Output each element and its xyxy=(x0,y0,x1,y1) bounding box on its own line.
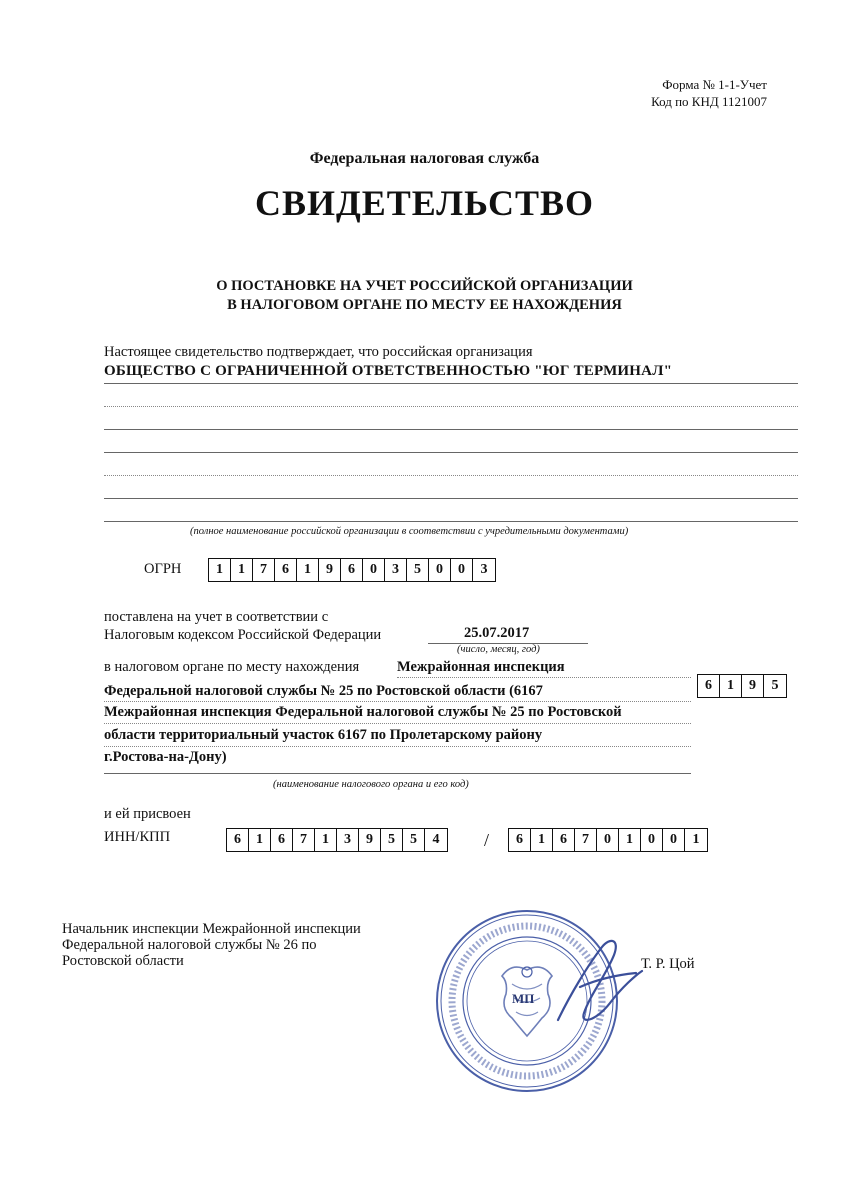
signer-line-3: Ростовской области xyxy=(62,953,184,969)
registration-date: 25.07.2017 xyxy=(464,625,530,641)
authority-code-cells xyxy=(697,674,787,698)
agency-name: Федеральная налоговая служба xyxy=(309,150,540,167)
ogrn-digit: 1 xyxy=(231,559,253,581)
kpp-digit: 1 xyxy=(692,832,700,847)
kpp-digit: 0 xyxy=(641,829,663,851)
inn-kpp-separator: / xyxy=(484,830,490,850)
inn-digit: 3 xyxy=(337,829,359,851)
ogrn-digit: 3 xyxy=(385,559,407,581)
name-rule-3 xyxy=(104,429,798,430)
document-subtitle xyxy=(0,277,849,315)
signer-name: Т. Р. Цой xyxy=(641,956,695,972)
authority-line-3: Межрайонная инспекция Федеральной налоговой службы № 25 по Ростовской xyxy=(104,704,622,720)
inn-digit: 1 xyxy=(249,829,271,851)
kpp-digit: 1 xyxy=(619,829,641,851)
kpp-digit: 0 xyxy=(663,829,685,851)
organization-name: ОБЩЕСТВО С ОГРАНИЧЕННОЙ ОТВЕТСТВЕННОСТЬЮ "ЮГ ТЕРМИНАЛ" xyxy=(104,363,673,379)
authority-rule-4 xyxy=(104,746,691,747)
authority-rule-2 xyxy=(104,701,691,702)
authority-code-digit: 6 xyxy=(698,675,720,697)
handwritten-signature xyxy=(540,925,650,1035)
authority-line-5: г.Ростова-на-Дону) xyxy=(104,749,227,765)
ogrn-digit: 3 xyxy=(480,562,488,577)
authority-code-digit: 9 xyxy=(742,675,764,697)
ogrn-cells xyxy=(208,558,496,582)
ogrn-digit: 6 xyxy=(275,559,297,581)
ogrn-digit: 0 xyxy=(363,559,385,581)
authority-rule-5 xyxy=(104,773,691,774)
ogrn-digit: 6 xyxy=(341,559,363,581)
inn-digit: 6 xyxy=(271,829,293,851)
inn-kpp-label: ИНН/КПП xyxy=(104,829,171,845)
kpp-digit: 7 xyxy=(575,829,597,851)
authority-line-4: области территориальный участок 6167 по Пролетарскому району xyxy=(104,727,543,743)
name-rule-1 xyxy=(104,383,798,384)
authority-line-1: Межрайонная инспекция xyxy=(397,659,565,675)
authority-line-2: Федеральной налоговой службы № 25 по Ростовской области (6167 xyxy=(104,683,543,699)
authority-code-digit: 5 xyxy=(771,678,779,693)
ogrn-digit: 1 xyxy=(209,559,231,581)
ogrn-digit: 1 xyxy=(297,559,319,581)
form-info xyxy=(651,76,767,110)
ogrn-digit: 0 xyxy=(429,559,451,581)
registration-line-1: поставлена на учет в соответствии с xyxy=(104,609,329,625)
ogrn-digit: 5 xyxy=(407,559,429,581)
kpp-digit: 1 xyxy=(531,829,553,851)
authority-rule-3 xyxy=(104,723,691,724)
signer-line-2: Федеральной налоговой службы № 26 по xyxy=(62,937,317,953)
ogrn-label: ОГРН xyxy=(144,561,182,577)
knd-code: Код по КНД 1121007 xyxy=(651,94,767,109)
assignment-label: и ей присвоен xyxy=(104,806,191,822)
name-rule-7 xyxy=(104,521,798,522)
date-caption: (число, месяц, год) xyxy=(457,644,540,655)
registration-line-2: Налоговым кодексом Российской Федерации xyxy=(104,627,382,643)
ogrn-digit: 0 xyxy=(451,559,473,581)
signer-line-1: Начальник инспекции Межрайонной инспекции xyxy=(62,921,361,937)
authority-rule-1 xyxy=(397,677,691,678)
inn-digit: 1 xyxy=(315,829,337,851)
authority-intro: в налоговом органе по месту нахождения xyxy=(104,659,360,675)
name-rule-4 xyxy=(104,452,798,453)
svg-text:МП: МП xyxy=(512,991,535,1006)
authority-caption: (наименование налогового органа и его код) xyxy=(273,779,469,790)
kpp-digit: 6 xyxy=(553,829,575,851)
document-title: СВИДЕТЕЛЬСТВО xyxy=(254,183,595,223)
authority-code-digit: 1 xyxy=(720,675,742,697)
name-rule-6 xyxy=(104,498,798,499)
inn-digit: 5 xyxy=(403,829,425,851)
subtitle-line-2: В НАЛОГОВОМ ОРГАНЕ ПО МЕСТУ ЕЕ НАХОЖДЕНИЯ xyxy=(227,297,622,313)
ogrn-digit: 7 xyxy=(253,559,275,581)
name-rule-5 xyxy=(104,475,798,476)
confirm-text: Настоящее свидетельство подтверждает, что российская организация xyxy=(104,344,533,360)
signer-position xyxy=(62,921,361,969)
ogrn-digit: 9 xyxy=(319,559,341,581)
inn-digit: 7 xyxy=(293,829,315,851)
kpp-digit: 6 xyxy=(509,829,531,851)
subtitle-line-1: О ПОСТАНОВКЕ НА УЧЕТ РОССИЙСКОЙ ОРГАНИЗАЦИИ xyxy=(216,278,633,294)
kpp-cells xyxy=(508,828,708,852)
inn-digit: 6 xyxy=(227,829,249,851)
form-number: Форма № 1-1-Учет xyxy=(662,77,767,92)
name-rule-2 xyxy=(104,406,798,407)
inn-digit: 5 xyxy=(381,829,403,851)
kpp-digit: 0 xyxy=(597,829,619,851)
organization-caption: (полное наименование российской организации в соответствии с учредительными документами) xyxy=(190,526,629,537)
inn-digit: 9 xyxy=(359,829,381,851)
inn-cells xyxy=(226,828,448,852)
inn-digit: 4 xyxy=(432,832,440,847)
